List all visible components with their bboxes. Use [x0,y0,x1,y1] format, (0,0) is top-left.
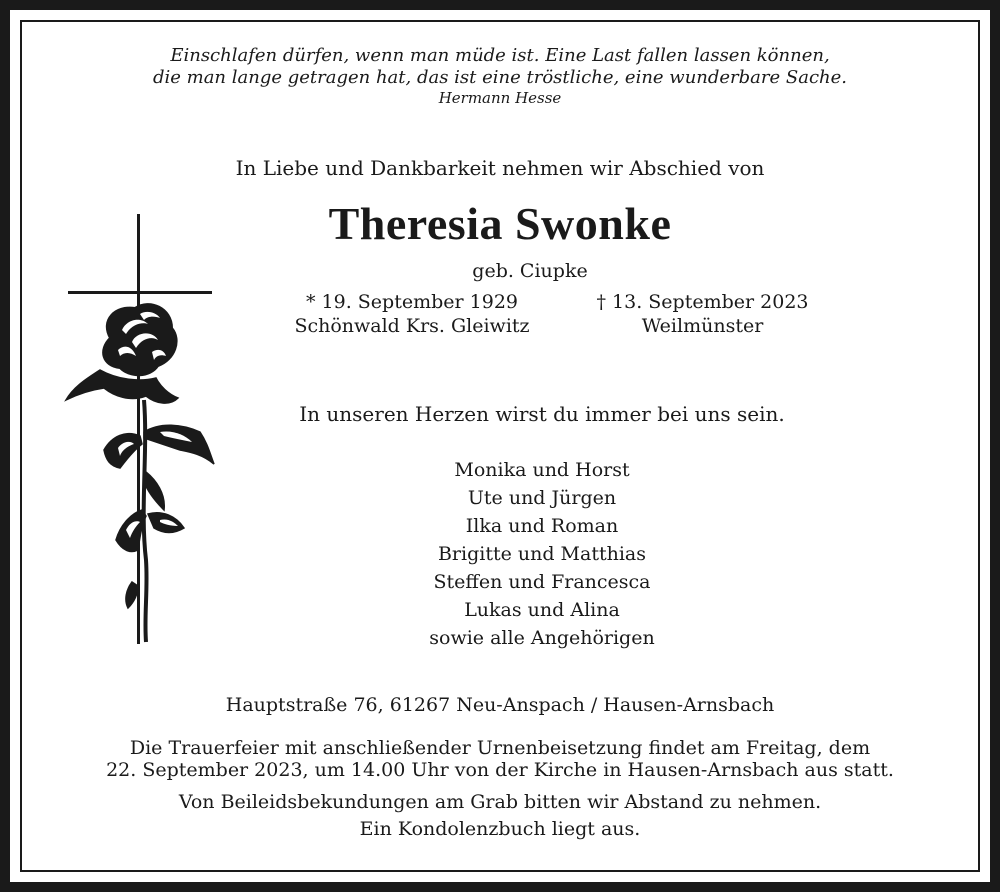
mourner-item: Brigitte und Matthias [437,543,647,565]
maiden-name: geb. Ciupke [472,260,588,282]
birth-info [272,290,552,338]
closing-line: 22. September 2023, um 14.00 Uhr von der Kirche in Hausen-Arnsbach aus statt. [106,759,894,781]
mourner-item: Steffen und Francesca [433,571,651,593]
closing-line: Von Beileidsbekundungen am Grab bitten wir Abstand zu nehmen. [178,791,822,813]
mourner-item: sowie alle Angehörigen [429,627,655,649]
deceased-name: Theresia Swonke [328,198,672,249]
birth-place: Schönwald Krs. Gleiwitz [294,315,530,337]
death-date: † 13. September 2023 [596,291,809,313]
cross-with-rose-icon [60,210,220,654]
mourner-item: Ute und Jürgen [467,487,617,509]
address-line: Hauptstraße 76, 61267 Neu-Anspach / Hausen-Arnsbach [225,694,775,716]
death-place: Weilmünster [641,315,764,337]
quote-author: Hermann Hesse [438,89,562,107]
quote-line: Einschlafen dürfen, wenn man müde ist. Eine Last fallen lassen können, [170,45,830,66]
motto-text: In unseren Herzen wirst du immer bei uns sein. [299,402,785,426]
death-info [565,290,840,338]
mourner-item: Lukas und Alina [464,599,620,621]
intro-text: In Liebe und Dankbarkeit nehmen wir Abschied von [235,156,765,180]
quote-line: die man lange getragen hat, das ist eine tröstliche, eine wunderbare Sache. [152,67,848,88]
mourner-item: Ilka und Roman [465,515,619,537]
closing-notice [0,737,1000,840]
closing-line: Ein Kondolenzbuch liegt aus. [359,818,641,840]
quote-block [0,45,1000,107]
closing-line: Die Trauerfeier mit anschließender Urnenbeisetzung findet am Freitag, dem [129,737,871,759]
birth-date: * 19. September 1929 [306,291,518,313]
mourner-item: Monika und Horst [454,459,630,481]
